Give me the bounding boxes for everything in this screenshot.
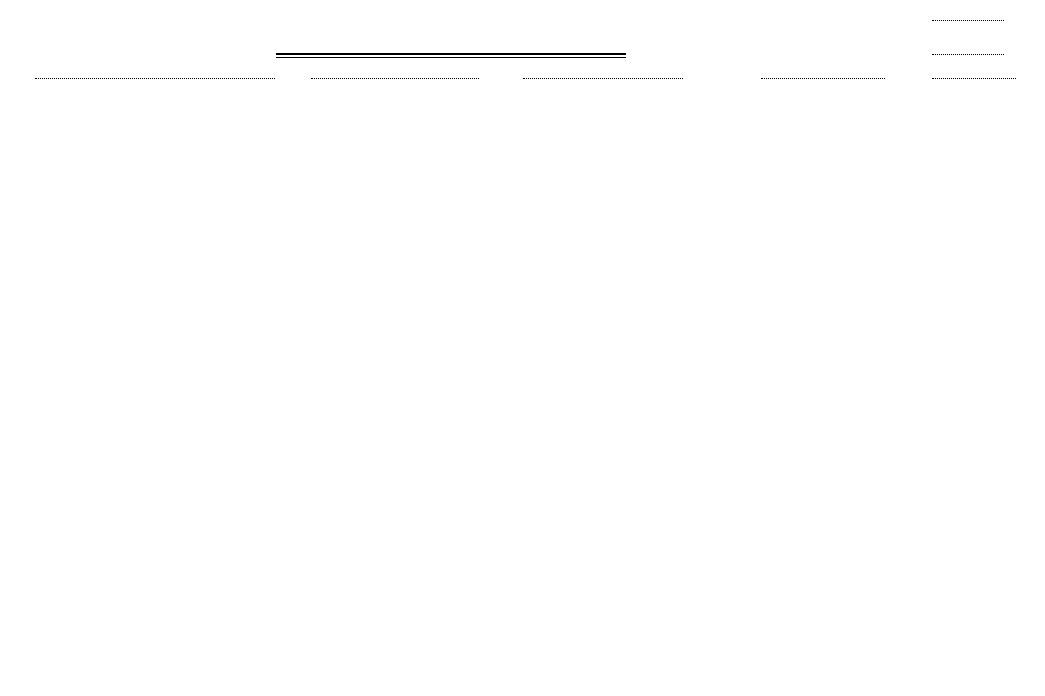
title-underline-thin: [276, 57, 626, 58]
name-field[interactable]: [35, 66, 275, 79]
unit-field[interactable]: [932, 66, 1016, 79]
number-field[interactable]: [523, 66, 683, 79]
total-page-field[interactable]: [932, 8, 1004, 21]
sub-page-field[interactable]: [932, 42, 1004, 55]
ledger-table: [0, 85, 1045, 689]
category-field[interactable]: [311, 66, 479, 79]
title-underline: [276, 53, 626, 55]
location-field[interactable]: [761, 66, 885, 79]
